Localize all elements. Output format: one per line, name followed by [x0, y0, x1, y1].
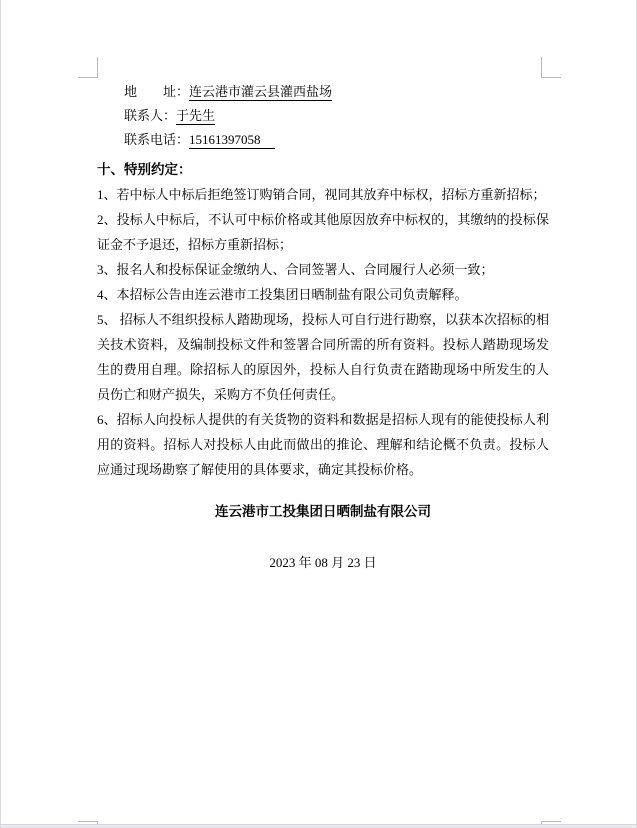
- contact-person-label: 联系人：: [124, 108, 177, 123]
- address-line: [124, 80, 549, 104]
- contact-person-value: 于先生: [176, 108, 216, 123]
- clause-1: 1、若中标人中标后拒绝签订购销合同，视同其放弃中标权，招标方重新招标；: [97, 187, 546, 202]
- clauses-block: [97, 182, 549, 482]
- clause-6: 6、招标人向投标人提供的有关货物的资料和数据是招标人现有的能使投标人利用的资料。招标人对投标人由此而做出的推论、理解和结论概不负责。投标人应通过现场勘察了解使用的具体要求，确定其投标价格。: [97, 412, 549, 477]
- phone-value: 15161397058: [189, 132, 275, 149]
- page-bottom-edge: [1, 824, 636, 828]
- clause-3: 3、报名人和投标保证金缴纳人、合同签署人、合同履行人必须一致；: [97, 262, 494, 277]
- clause-5: 5、 招标人不组织投标人踏勘现场，投标人可自行进行勘察，以获本次招标的相关技术资料，及编制投标文件和签署合同所需的所有资料。投标人踏勘现场发生的费用自理。除招标人的原因外，投标人自行负责在踏勘现场中所发生的人员伤亡和财产损失，采购方不负任何责任。: [97, 312, 549, 402]
- clause-2: 2、投标人中标后，不认可中标价格或其他原因放弃中标权的，其缴纳的投标保证金不予退还，招标方重新招标；: [97, 212, 549, 252]
- phone-line: [124, 128, 549, 152]
- contact-person-line: [124, 104, 549, 128]
- section-title: 十、特别约定：: [97, 162, 192, 177]
- address-value: 连云港市灌云县灌西盐场: [189, 84, 333, 99]
- contact-block: [97, 80, 549, 152]
- address-label: 地 址：: [124, 84, 190, 99]
- text-boundary-mark-top-left: [78, 57, 98, 78]
- phone-label: 联系电话：: [124, 132, 190, 147]
- signature-company: 连云港市工投集团日晒制盐有限公司: [215, 504, 431, 519]
- text-boundary-mark-top-right: [541, 57, 561, 78]
- signature-date: 2023 年 08 月 23 日: [269, 555, 377, 570]
- clause-4: 4、本招标公告由连云港市工投集团日晒制盐有限公司负责解释。: [97, 287, 468, 302]
